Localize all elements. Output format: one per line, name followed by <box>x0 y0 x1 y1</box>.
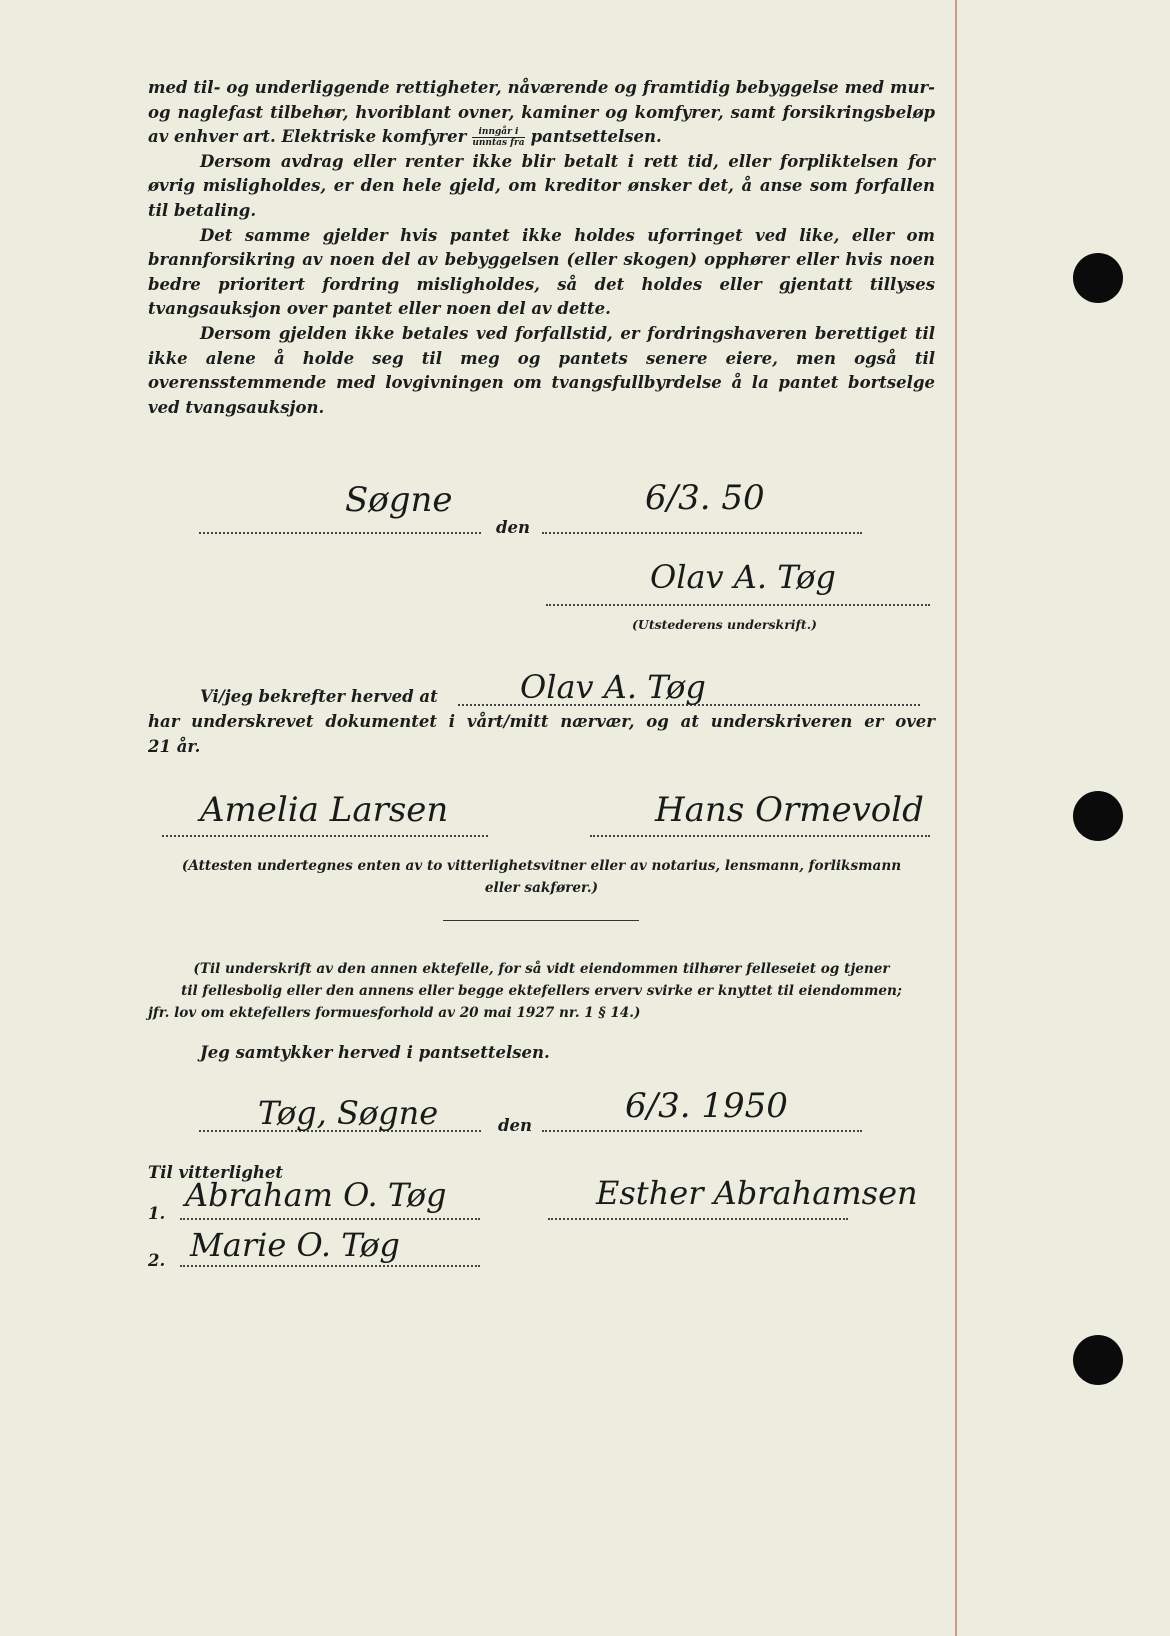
spouse-witness-1-line <box>180 1218 480 1220</box>
spouse-date-handwritten: 6/3. 1950 <box>625 1086 788 1126</box>
issuer-signature: Olav A. Tøg <box>650 558 836 596</box>
attest-note-1: (Attesten undertegnes enten av to vitterlighetsvitner eller av notarius, lensmann, forliksmann <box>181 858 902 874</box>
red-margin-line <box>955 0 957 1636</box>
issuer-signature-line <box>546 604 930 606</box>
attest-name-handwritten: Olav A. Tøg <box>520 668 706 706</box>
paragraph-1-text: med til- og underliggende rettigheter, nåværende og framtidig bebyggelse med mur- og naglefast tilbehør, hvoriblant ovner, kaminer og komfyrer, samt forsikringsbeløp av enhver art. Elektriske komfyrer <box>148 78 935 147</box>
paragraph-4: Dersom gjelden ikke betales ved forfallstid, er fordringshaveren berettiget til ikke alene å holde seg til meg og pantets senere eiere, men også til overensstemmende med lovgivningen om tvangsfullbyrdelse å la pantet bortselge ved tvangsauksjon. <box>148 323 935 417</box>
attest-line-3: 21 år. <box>148 737 201 756</box>
consent-text: Jeg samtykker herved i pantsettelsen. <box>200 1043 550 1062</box>
spouse-signature: Esther Abrahamsen <box>596 1174 918 1212</box>
attest-prefix: Vi/jeg bekrefter herved at <box>200 687 438 706</box>
punch-hole <box>1073 253 1123 303</box>
spouse-witness-2-line <box>180 1265 480 1267</box>
separator-rule <box>443 920 639 921</box>
fraction-choice <box>472 127 524 148</box>
den-label: den <box>496 518 531 537</box>
attest-note-2: eller sakfører.) <box>484 880 599 896</box>
witness-number-2: 2. <box>148 1251 166 1270</box>
place-line <box>199 532 481 534</box>
place-handwritten: Søgne <box>345 480 453 520</box>
witness-2-line <box>590 835 930 837</box>
spouse-note-3: jfr. lov om ektefellers formuesforhold av 20 mai 1927 nr. 1 § 14.) <box>148 1005 641 1021</box>
witness-2-signature: Hans Ormevold <box>655 790 924 830</box>
witness-1-signature: Amelia Larsen <box>200 790 449 830</box>
spouse-date-line <box>542 1130 862 1132</box>
spouse-note-1: (Til underskrift av den annen ektefelle, for så vidt eiendommen tilhører felleseiet og tjener <box>193 961 890 977</box>
terms-text <box>148 76 935 420</box>
date-handwritten: 6/3. 50 <box>645 478 765 518</box>
spouse-note-2: til fellesbolig eller den annens eller begge ektefellers erverv svirke er knyttet til eiendommen; <box>181 983 902 999</box>
date-line <box>542 532 862 534</box>
spouse-signature-line <box>548 1218 848 1220</box>
witness-1-line <box>162 835 488 837</box>
witness-number-1: 1. <box>148 1204 166 1223</box>
spouse-witness-2-signature: Marie O. Tøg <box>190 1226 400 1264</box>
attest-line-2: har underskrevet dokumentet i vårt/mitt nærvær, og at underskriveren er over <box>148 712 935 731</box>
paragraph-1 <box>148 76 935 150</box>
spouse-place-handwritten: Tøg, Søgne <box>258 1094 439 1132</box>
paragraph-3: Det samme gjelder hvis pantet ikke holdes uforringet ved like, eller om brannforsikring av noen del av bebyggelsen (eller skogen) opphører eller hvis noen bedre prioritert fordring misligholdes, så det holdes eller gjentatt tillyses tvangsauksjon over pantet eller noen del av dette. <box>148 225 935 319</box>
punch-hole <box>1073 1335 1123 1385</box>
paragraph-2: Dersom avdrag eller renter ikke blir betalt i rett tid, eller forpliktelsen for øvrig misligholdes, er den hele gjeld, om kreditor ønsker det, å anse som forfallen til betaling. <box>148 151 935 220</box>
paragraph-1-end: pantsettelsen. <box>530 127 662 147</box>
witness-heading: Til vitterlighet <box>148 1163 284 1182</box>
spouse-den-label: den <box>498 1116 533 1135</box>
fraction-top: inngår i <box>472 127 524 138</box>
issuer-caption: (Utstederens underskrift.) <box>632 617 817 632</box>
spouse-witness-1-signature: Abraham O. Tøg <box>185 1176 447 1214</box>
fraction-bottom: unntas fra <box>472 138 525 149</box>
punch-hole <box>1073 791 1123 841</box>
